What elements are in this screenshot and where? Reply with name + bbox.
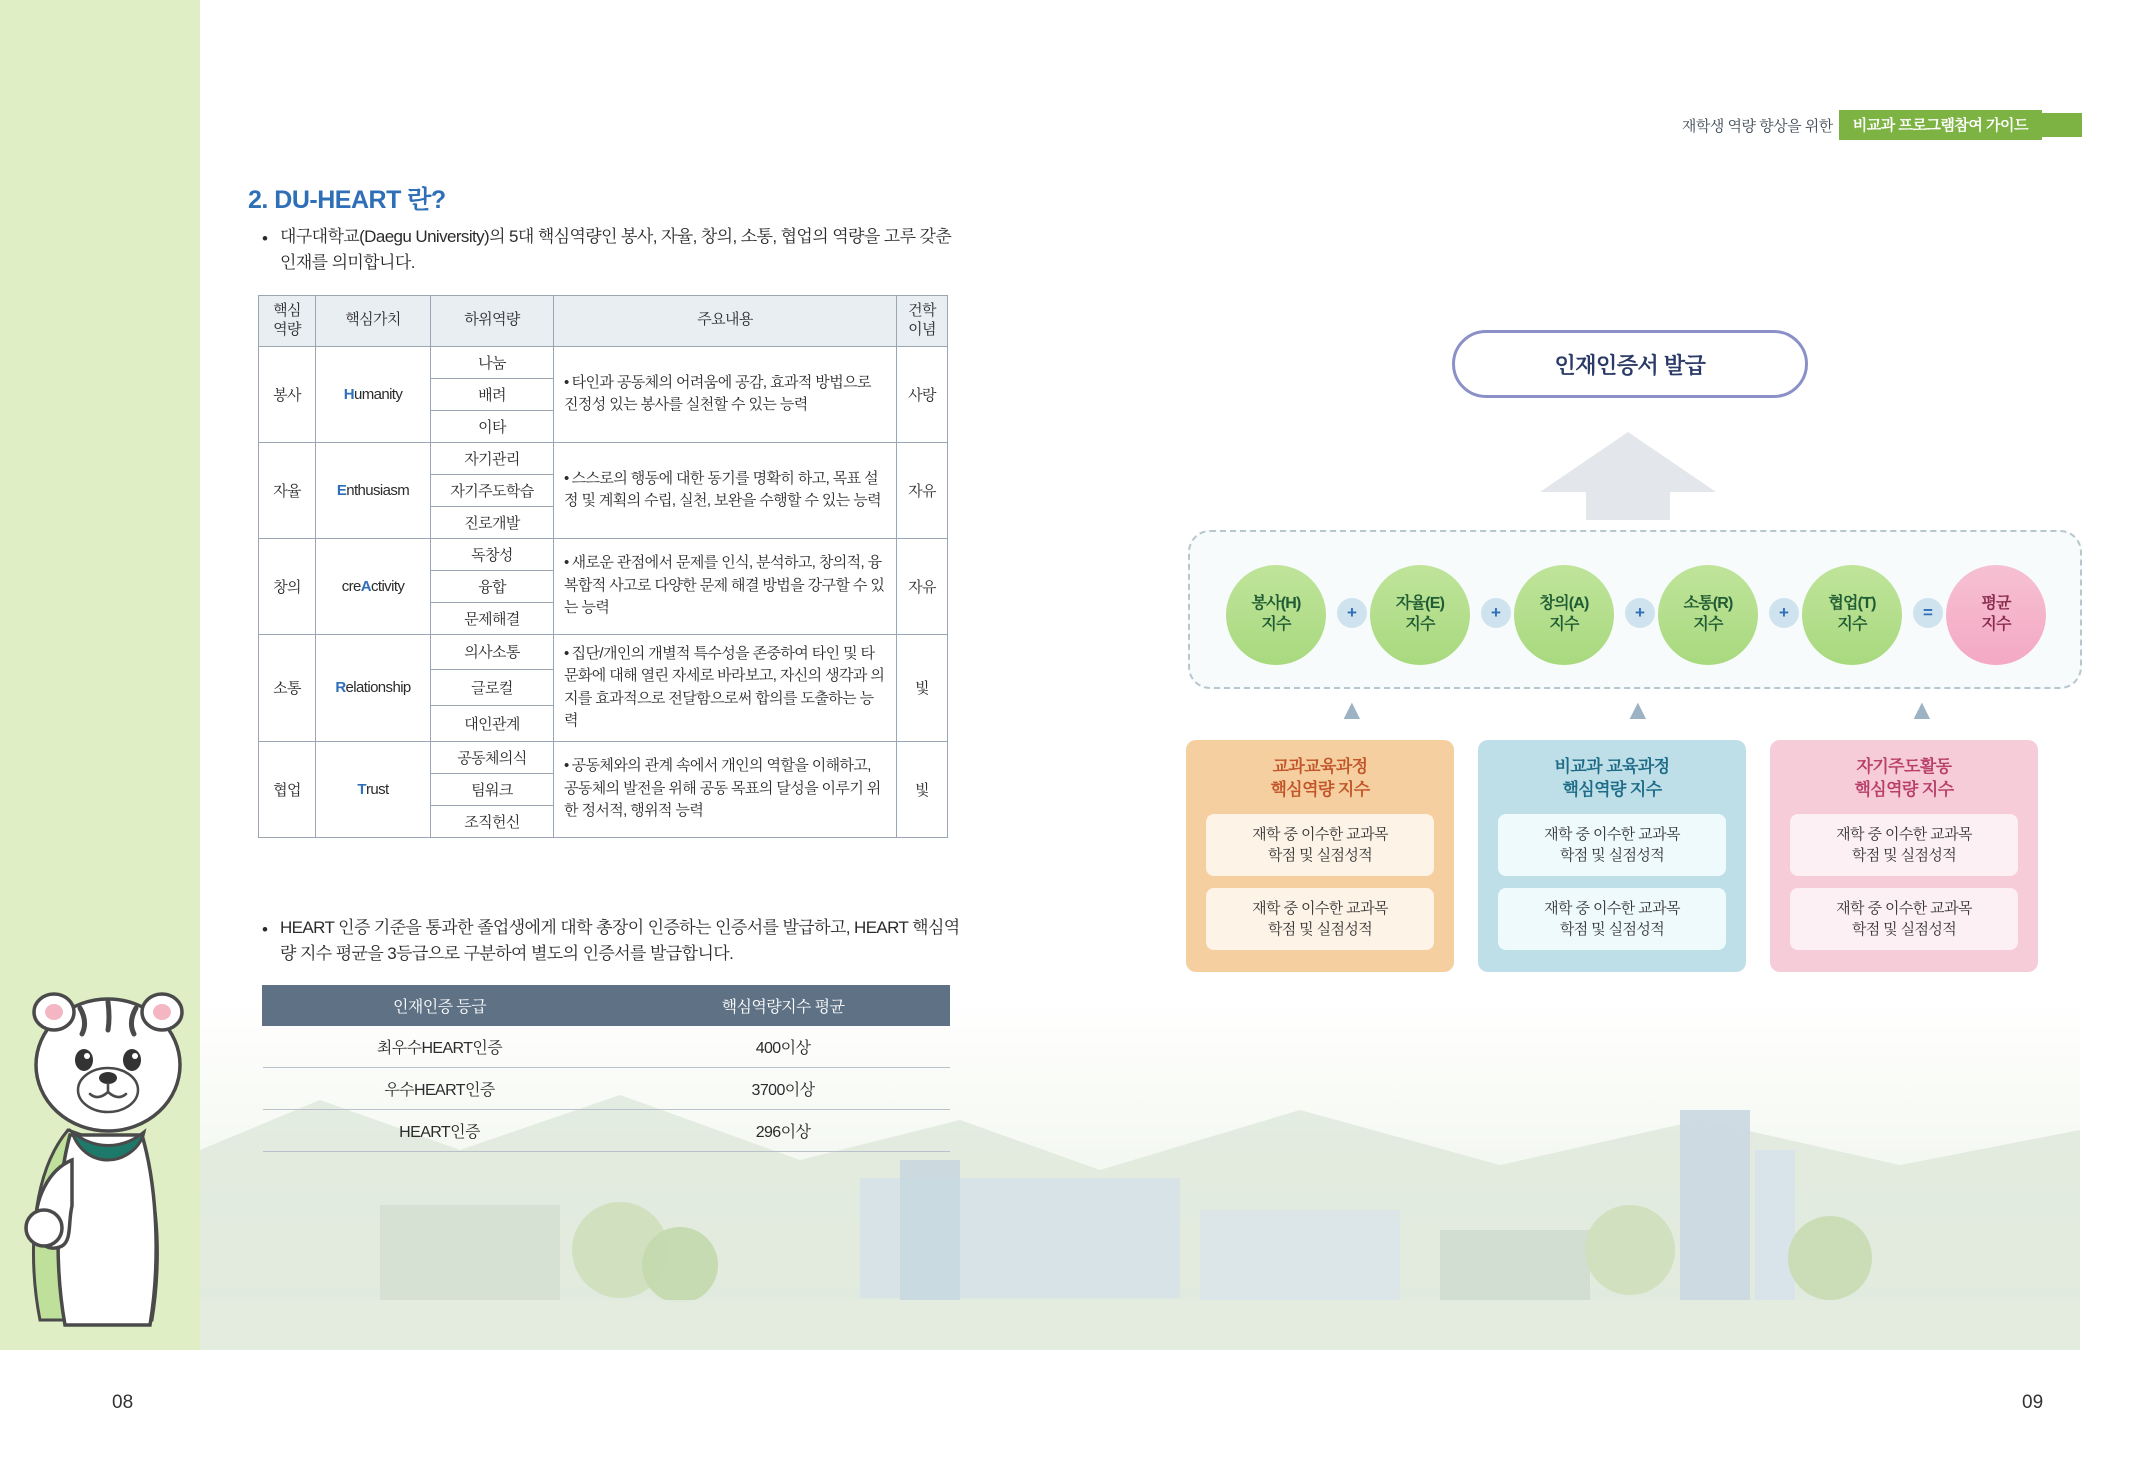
th-subcompetency: 하위역량 (431, 296, 554, 347)
operator-plus-1: + (1337, 598, 1367, 628)
value-suffix: ctivity (370, 577, 405, 595)
bullet-dot-icon: • (564, 469, 569, 487)
value-prefix: cre (341, 577, 361, 595)
cell-description (554, 346, 897, 442)
th-value: 핵심가치 (316, 296, 431, 347)
chevron-up-icon: ▲ (1908, 694, 1936, 725)
index-label-1: 협업(T) (1828, 595, 1876, 613)
certificate-badge: 인재인증서 발급 (1452, 330, 1808, 398)
value-rest: nthusiasm (346, 481, 410, 499)
th-cert-grade: 인재인증 등급 (263, 986, 617, 1026)
bullet-dot-icon: • (262, 229, 268, 248)
up-arrow-icon (1540, 432, 1716, 520)
cell-description (554, 442, 897, 538)
index-label-1: 자율(E) (1395, 595, 1445, 613)
item-line1: 재학 중 이수한 교과목 (1544, 825, 1680, 843)
category-title (1770, 740, 2038, 802)
item-line1: 재학 중 이수한 교과목 (1544, 899, 1680, 917)
category-item (1790, 814, 2018, 876)
cell-value (316, 634, 431, 741)
bullet-dot-icon: • (564, 644, 569, 662)
index-label-2: 지수 (1261, 616, 1291, 633)
operator-plus-2: + (1481, 598, 1511, 628)
cell-value (316, 442, 431, 538)
description-text: 스스로의 행동에 대한 동기를 명확히 하고, 목표 설정 및 계획의 수립, 실천, 보완을 수행할 수 있는 능력 (564, 469, 882, 509)
cell-value (316, 741, 431, 837)
cell-sub: 팀워크 (431, 773, 554, 805)
section-title: 2. DU-HEART 란? (248, 186, 446, 214)
index-label-2: 지수 (1405, 616, 1435, 633)
category-title-line1: 자기주도활동 (1856, 757, 1952, 776)
bullet-dot-icon: • (564, 757, 569, 775)
value-cap: H (343, 385, 354, 403)
item-line1: 재학 중 이수한 교과목 (1252, 899, 1388, 917)
cell-competency: 소통 (259, 634, 316, 741)
index-label-2: 지수 (1837, 616, 1867, 633)
index-circle-a (1514, 565, 1614, 665)
cell-sub: 의사소통 (431, 634, 554, 670)
header-tag: 비교과 프로그램참여 가이드 (1839, 110, 2042, 140)
page-number-left: 08 (112, 1392, 134, 1413)
intro-paragraph (262, 224, 962, 277)
item-line2: 학점 및 실점성적 (1559, 920, 1665, 938)
index-label-1: 봉사(H) (1251, 595, 1301, 613)
value-rest: umanity (353, 385, 403, 403)
cell-grade: 우수HEART인증 (263, 1068, 617, 1110)
header-tag-end (2042, 113, 2082, 137)
table-row (259, 442, 948, 474)
chevron-up-icon: ▲ (1624, 694, 1652, 725)
table-row (263, 1026, 950, 1068)
competency-table (258, 295, 948, 838)
cell-sub: 공동체의식 (431, 741, 554, 773)
description-text: 타인과 공동체의 어려움에 공감, 효과적 방법으로 진정성 있는 봉사를 실천할 수 있는 능력 (564, 373, 871, 413)
value-cap: R (335, 679, 346, 696)
certification-table (262, 985, 950, 1152)
category-box-self-directed (1770, 740, 2038, 972)
tiger-mascot-icon (10, 960, 210, 1350)
value-rest: rust (365, 780, 389, 798)
item-line2: 학점 및 실점성적 (1851, 920, 1957, 938)
header-lead: 재학생 역량 향상을 위한 (1681, 117, 1833, 135)
index-label-1: 평균 (1981, 595, 2011, 613)
value-rest: elationship (345, 679, 411, 696)
cell-sub: 문제해결 (431, 602, 554, 634)
cell-ideal: 자유 (897, 538, 948, 634)
operator-plus-4: + (1769, 598, 1799, 628)
category-item (1206, 814, 1434, 876)
table-row (259, 741, 948, 773)
item-line1: 재학 중 이수한 교과목 (1252, 825, 1388, 843)
index-label-2: 지수 (1549, 616, 1579, 633)
category-title-line1: 교과교육과정 (1272, 757, 1368, 776)
category-title-line2: 핵심역량 지수 (1854, 779, 1954, 799)
category-item (1206, 888, 1434, 950)
cell-competency: 자율 (259, 442, 316, 538)
category-item (1790, 888, 2018, 950)
header-strip (1682, 110, 2082, 140)
cell-sub: 독창성 (431, 538, 554, 570)
cell-grade: 최우수HEART인증 (263, 1026, 617, 1068)
table-header-row (259, 296, 948, 347)
description-text: 집단/개인의 개별적 특수성을 존중하여 타인 및 타문화에 대해 열린 자세로 바라보고, 자신의 생각과 의지를 효과적으로 전달함으로써 합의를 도출하는 능력 (564, 644, 885, 729)
index-circle-h (1226, 565, 1326, 665)
category-item (1498, 888, 1726, 950)
item-line2: 학점 및 실점성적 (1267, 920, 1373, 938)
heart-note-paragraph (262, 915, 962, 968)
category-title-line2: 핵심역량 지수 (1562, 779, 1662, 799)
th-cert-average: 핵심역량지수 평균 (617, 986, 950, 1026)
cell-ideal: 빛 (897, 634, 948, 741)
cell-sub: 글로컬 (431, 670, 554, 706)
cell-sub: 융합 (431, 570, 554, 602)
bullet-dot-icon: • (564, 373, 569, 391)
index-circle-r (1658, 565, 1758, 665)
index-circle-t (1802, 565, 1902, 665)
table-row (259, 634, 948, 670)
th-description: 주요내용 (554, 296, 897, 347)
index-label-1: 창의(A) (1539, 595, 1589, 613)
value-cap: A (360, 577, 371, 595)
cell-competency: 창의 (259, 538, 316, 634)
table-row (259, 538, 948, 570)
th-competency: 핵심 역량 (259, 296, 316, 347)
cell-ideal: 자유 (897, 442, 948, 538)
heart-note-text: HEART 인증 기준을 통과한 졸업생에게 대학 총장이 인증하는 인증서를 발급하고, HEART 핵심역량 지수 평균을 3등급으로 구분하여 별도의 인증서를 발급합니다. (280, 918, 960, 964)
up-arrow-svg (1540, 432, 1716, 520)
index-circle-average (1946, 565, 2046, 665)
operator-plus-3: + (1625, 598, 1655, 628)
cell-sub: 조직헌신 (431, 805, 554, 837)
cell-competency: 협업 (259, 741, 316, 837)
cell-description (554, 538, 897, 634)
cell-sub: 자기관리 (431, 442, 554, 474)
table-row (259, 346, 948, 378)
th-ideal: 건학 이념 (897, 296, 948, 347)
cell-value (316, 346, 431, 442)
item-line1: 재학 중 이수한 교과목 (1836, 899, 1972, 917)
cert-header-row (263, 986, 950, 1026)
table-row (263, 1110, 950, 1152)
cell-description (554, 634, 897, 741)
cell-sub: 자기주도학습 (431, 474, 554, 506)
cell-average: 400이상 (617, 1026, 950, 1068)
bullet-dot-icon: • (262, 920, 268, 939)
category-box-extracurricular (1478, 740, 1746, 972)
value-cap: T (357, 780, 366, 798)
item-line2: 학점 및 실점성적 (1851, 846, 1957, 864)
category-item (1498, 814, 1726, 876)
cell-sub: 이타 (431, 410, 554, 442)
category-title-line2: 핵심역량 지수 (1270, 779, 1370, 799)
cell-ideal: 사랑 (897, 346, 948, 442)
index-label-2: 지수 (1981, 616, 2011, 633)
category-box-curricular (1186, 740, 1454, 972)
item-line2: 학점 및 실점성적 (1267, 846, 1373, 864)
cell-grade: HEART인증 (263, 1110, 617, 1152)
value-cap: E (336, 481, 347, 499)
item-line1: 재학 중 이수한 교과목 (1836, 825, 1972, 843)
cell-competency: 봉사 (259, 346, 316, 442)
item-line2: 학점 및 실점성적 (1559, 846, 1665, 864)
cell-value (316, 538, 431, 634)
cell-description (554, 741, 897, 837)
cell-sub: 대인관계 (431, 705, 554, 741)
cell-sub: 배려 (431, 378, 554, 410)
category-title-line1: 비교과 교육과정 (1554, 757, 1670, 776)
cell-average: 3700이상 (617, 1068, 950, 1110)
category-title (1478, 740, 1746, 802)
index-circle-e (1370, 565, 1470, 665)
chevron-up-icon: ▲ (1338, 694, 1366, 725)
bullet-dot-icon: • (564, 554, 569, 572)
intro-text: 대구대학교(Daegu University)의 5대 핵심역량인 봉사, 자율, 창의, 소통, 협업의 역량을 고루 갖춘 인재를 의미합니다. (280, 227, 952, 273)
table-row (263, 1068, 950, 1110)
cell-sub: 나눔 (431, 346, 554, 378)
cell-ideal: 빛 (897, 741, 948, 837)
cell-average: 296이상 (617, 1110, 950, 1152)
cell-sub: 진로개발 (431, 506, 554, 538)
category-title (1186, 740, 1454, 802)
tiger-mascot-svg (10, 960, 210, 1350)
description-text: 공동체와의 관계 속에서 개인의 역할을 이해하고, 공동체의 발전을 위해 공동 목표의 달성을 이루기 위한 정서적, 행위적 능력 (564, 757, 881, 820)
index-label-2: 지수 (1693, 616, 1723, 633)
index-label-1: 소통(R) (1683, 595, 1733, 613)
description-text: 새로운 관점에서 문제를 인식, 분석하고, 창의적, 융복합적 사고로 다양한 문제 해결 방법을 강구할 수 있는 능력 (564, 554, 885, 617)
operator-equals: = (1913, 598, 1943, 628)
page-number-right: 09 (2022, 1392, 2044, 1413)
